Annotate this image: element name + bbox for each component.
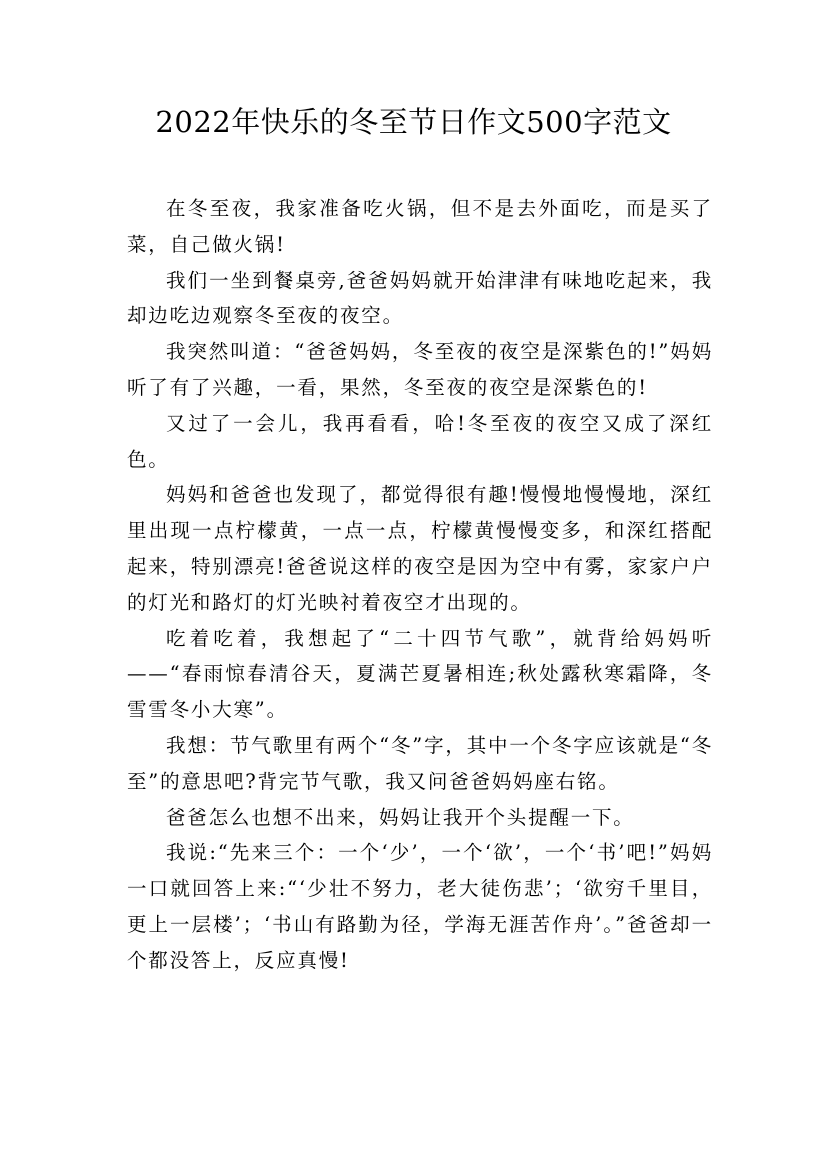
paragraph-8: 爸爸怎么也想不出来，妈妈让我开个头提醒一下。 — [166, 805, 635, 829]
paragraph-4: 又过了一会儿，我再看看，哈!冬至夜的夜空又成了深红色。 — [127, 411, 713, 471]
paragraph-3: 我突然叫道：“爸爸妈妈，冬至夜的夜空是深紫色的!”妈妈听了有了兴趣，一看，果然，冬至夜的夜空是深紫色的! — [127, 340, 713, 399]
paragraph-9: 我说:“先来三个：一个‘少’，一个‘欲’，一个‘书’吧!”妈妈一口就回答上来:“‘少壮不努力，老大徒伤悲’；‘欲穷千里目，更上一层楼’；‘书山有路勤为径，学海无涯苦作舟’。”爸爸却一个都没答上，反应真慢! — [127, 841, 713, 972]
paragraph-7: 我想：节气歌里有两个“冬”字，其中一个冬字应该就是“冬至”的意思吧?背完节气歌，我又问爸爸妈妈座右铭。 — [127, 733, 713, 793]
paragraph-6: 吃着吃着，我想起了“二十四节气歌”，就背给妈妈听——“春雨惊春清谷天，夏满芒夏暑相连;秋处露秋寒霜降，冬雪雪冬小大寒”。 — [127, 626, 713, 722]
document-title: 2022年快乐的冬至节日作文500字范文 — [155, 105, 672, 139]
paragraph-2: 我们一坐到餐桌旁,爸爸妈妈就开始津津有味地吃起来，我却边吃边观察冬至夜的夜空。 — [127, 268, 713, 328]
paragraph-5: 妈妈和爸爸也发现了，都觉得很有趣!慢慢地慢慢地，深红里出现一点柠檬黄，一点一点，柠檬黄慢慢变多，和深红搭配起来，特别漂亮!爸爸说这样的夜空是因为空中有雾，家家户户的灯光和路灯的灯光映衬着夜空才出现的。 — [127, 483, 713, 614]
paragraph-1: 在冬至夜，我家准备吃火锅，但不是去外面吃，而是买了菜，自己做火锅! — [127, 197, 713, 256]
document-body — [127, 191, 713, 979]
